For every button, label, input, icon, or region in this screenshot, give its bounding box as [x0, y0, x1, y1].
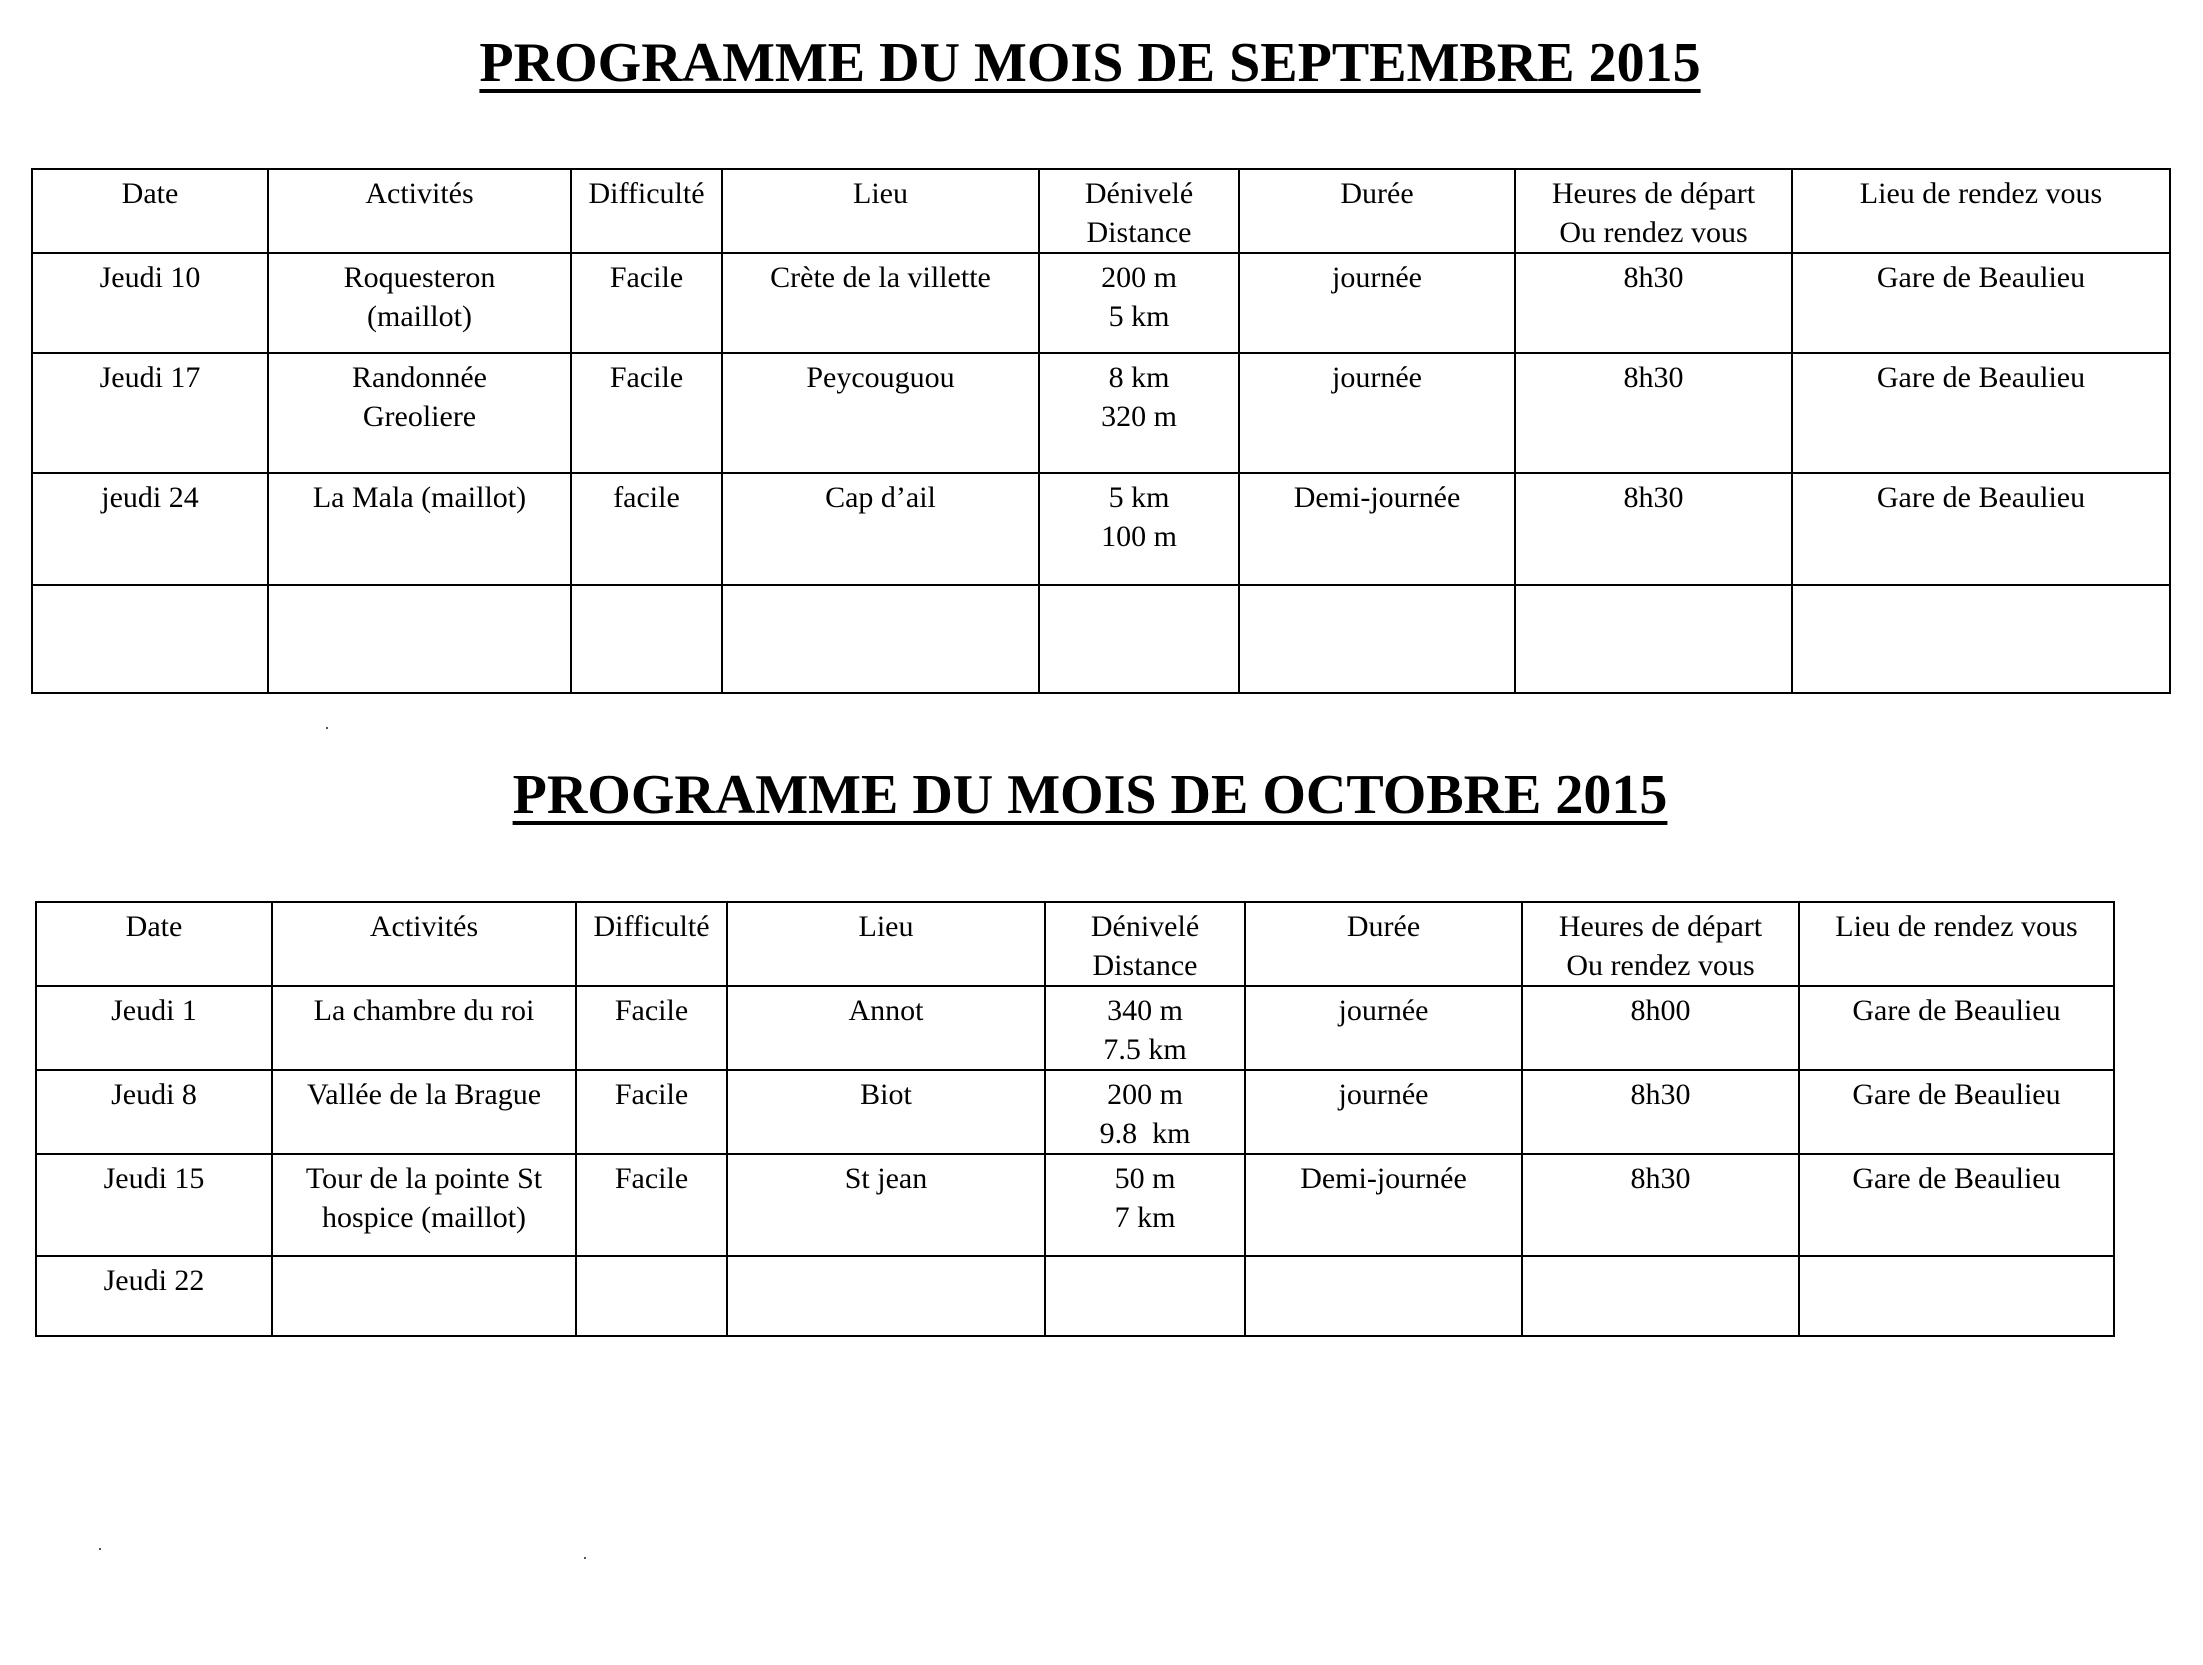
header-difficulte: Difficulté [571, 169, 722, 253]
cell-duree: journée [1239, 253, 1515, 353]
cell-duree: journée [1239, 353, 1515, 473]
cell-difficulte: Facile [576, 1154, 727, 1256]
cell-heure: 8h30 [1515, 253, 1792, 353]
cell-date: Jeudi 8 [36, 1070, 272, 1154]
october-title [0, 762, 2180, 828]
cell-date: Jeudi 1 [36, 986, 272, 1070]
header-denivele [1039, 169, 1239, 253]
cell-rdv: Gare de Beaulieu [1799, 986, 2114, 1070]
table-header-row [32, 169, 2170, 253]
header-lieu: Lieu [722, 169, 1039, 253]
table-row [32, 253, 2170, 353]
cell-denivele-line1: 50 m [1114, 1162, 1176, 1195]
cell-duree: journée [1245, 986, 1522, 1070]
header-activites: Activités [268, 169, 571, 253]
header-denivele-line2: Distance [1086, 216, 1192, 249]
cell-heure: 8h30 [1515, 473, 1792, 585]
cell-duree [1239, 585, 1515, 693]
cell-denivele-line1: 340 m [1107, 994, 1183, 1027]
cell-activite [268, 473, 571, 585]
header-heures-line2: Ou rendez vous [1566, 949, 1755, 982]
october-title-text: PROGRAMME DU MOIS DE OCTOBRE 2015 [512, 764, 1668, 826]
header-heures-line2: Ou rendez vous [1559, 216, 1748, 249]
cell-activite [272, 1070, 576, 1154]
header-denivele-line1: Dénivelé [1090, 910, 1200, 943]
cell-denivele [1045, 986, 1245, 1070]
cell-difficulte: Facile [571, 253, 722, 353]
cell-denivele-line2: 9.8 km [1099, 1117, 1191, 1150]
table-row [32, 473, 2170, 585]
cell-activite-line2: (maillot) [367, 300, 472, 333]
cell-date: jeudi 24 [32, 473, 268, 585]
cell-denivele-line1: 200 m [1107, 1078, 1183, 1111]
header-lieu: Lieu [727, 902, 1045, 986]
cell-activite-line1: Vallée de la Brague [306, 1078, 542, 1111]
cell-difficulte: facile [571, 473, 722, 585]
table-row [32, 585, 2170, 693]
september-title-text: PROGRAMME DU MOIS DE SEPTEMBRE 2015 [479, 32, 1701, 94]
header-duree: Durée [1245, 902, 1522, 986]
cell-heure: 8h30 [1522, 1070, 1799, 1154]
scan-speck [326, 727, 328, 729]
cell-heure: 8h00 [1522, 986, 1799, 1070]
cell-lieu [722, 585, 1039, 693]
table-header-row [36, 902, 2114, 986]
header-denivele-line2: Distance [1092, 949, 1198, 982]
header-denivele [1045, 902, 1245, 986]
september-program-table [31, 168, 2171, 694]
cell-heure: 8h30 [1515, 353, 1792, 473]
cell-duree: journée [1245, 1070, 1522, 1154]
scan-speck [99, 1548, 101, 1550]
cell-date: Jeudi 15 [36, 1154, 272, 1256]
header-difficulte: Difficulté [576, 902, 727, 986]
cell-rdv: Gare de Beaulieu [1792, 353, 2170, 473]
cell-difficulte: Facile [576, 1070, 727, 1154]
header-duree: Durée [1239, 169, 1515, 253]
header-rdv: Lieu de rendez vous [1799, 902, 2114, 986]
cell-heure [1515, 585, 1792, 693]
cell-denivele [1039, 473, 1239, 585]
cell-denivele [1039, 585, 1239, 693]
header-date: Date [32, 169, 268, 253]
cell-lieu: Peycouguou [722, 353, 1039, 473]
cell-denivele-line1: 200 m [1101, 261, 1177, 294]
cell-difficulte [571, 585, 722, 693]
cell-difficulte: Facile [571, 353, 722, 473]
october-program-table [35, 901, 2115, 1337]
september-title [0, 30, 2180, 96]
cell-activite-line1: La Mala (maillot) [312, 481, 527, 514]
cell-activite-line1: Tour de la pointe St [305, 1162, 543, 1195]
header-date: Date [36, 902, 272, 986]
scan-speck [584, 1557, 586, 1559]
cell-activite-line2: hospice (maillot) [321, 1201, 527, 1234]
cell-rdv: Gare de Beaulieu [1799, 1070, 2114, 1154]
header-denivele-line1: Dénivelé [1084, 177, 1194, 210]
cell-date: Jeudi 10 [32, 253, 268, 353]
cell-activite-line2: Greoliere [362, 400, 477, 433]
header-rdv: Lieu de rendez vous [1792, 169, 2170, 253]
table-row [36, 1070, 2114, 1154]
header-heures [1522, 902, 1799, 986]
cell-date: Jeudi 17 [32, 353, 268, 473]
cell-rdv: Gare de Beaulieu [1799, 1154, 2114, 1256]
cell-rdv: Gare de Beaulieu [1792, 253, 2170, 353]
cell-difficulte: Facile [576, 986, 727, 1070]
cell-denivele [1039, 353, 1239, 473]
header-activites: Activités [272, 902, 576, 986]
cell-denivele-line2: 7.5 km [1103, 1033, 1187, 1066]
cell-denivele-line2: 5 km [1108, 300, 1170, 333]
cell-date: Jeudi 22 [36, 1256, 272, 1336]
cell-denivele [1039, 253, 1239, 353]
cell-denivele-line2: 320 m [1101, 400, 1177, 433]
cell-activite-line1: Randonnée [352, 361, 487, 394]
cell-rdv [1792, 585, 2170, 693]
cell-activite [268, 253, 571, 353]
cell-activite [272, 986, 576, 1070]
cell-denivele-line1: 5 km [1108, 481, 1170, 514]
cell-denivele [1045, 1154, 1245, 1256]
cell-denivele-line2: 7 km [1114, 1201, 1176, 1234]
cell-denivele-line2: 100 m [1101, 520, 1177, 553]
cell-duree: Demi-journée [1245, 1154, 1522, 1256]
cell-activite [268, 353, 571, 473]
cell-activite-line1: La chambre du roi [313, 994, 535, 1027]
cell-lieu: Annot [727, 986, 1045, 1070]
cell-lieu: Biot [727, 1070, 1045, 1154]
cell-activite [268, 585, 571, 693]
cell-lieu: Cap d’ail [722, 473, 1039, 585]
table-row [32, 353, 2170, 473]
cell-rdv [1799, 1256, 2114, 1336]
cell-date [32, 585, 268, 693]
table-row [36, 986, 2114, 1070]
cell-activite [272, 1256, 576, 1336]
header-heures [1515, 169, 1792, 253]
cell-rdv: Gare de Beaulieu [1792, 473, 2170, 585]
cell-duree [1245, 1256, 1522, 1336]
cell-lieu [727, 1256, 1045, 1336]
cell-duree: Demi-journée [1239, 473, 1515, 585]
cell-denivele-line1: 8 km [1108, 361, 1170, 394]
cell-denivele [1045, 1070, 1245, 1154]
cell-heure [1522, 1256, 1799, 1336]
table-row [36, 1154, 2114, 1256]
cell-lieu: Crète de la villette [722, 253, 1039, 353]
header-heures-line1: Heures de départ [1558, 910, 1763, 943]
cell-difficulte [576, 1256, 727, 1336]
cell-activite [272, 1154, 576, 1256]
cell-denivele [1045, 1256, 1245, 1336]
table-row [36, 1256, 2114, 1336]
cell-activite-line1: Roquesteron [343, 261, 496, 294]
cell-lieu: St jean [727, 1154, 1045, 1256]
header-heures-line1: Heures de départ [1551, 177, 1756, 210]
cell-heure: 8h30 [1522, 1154, 1799, 1256]
